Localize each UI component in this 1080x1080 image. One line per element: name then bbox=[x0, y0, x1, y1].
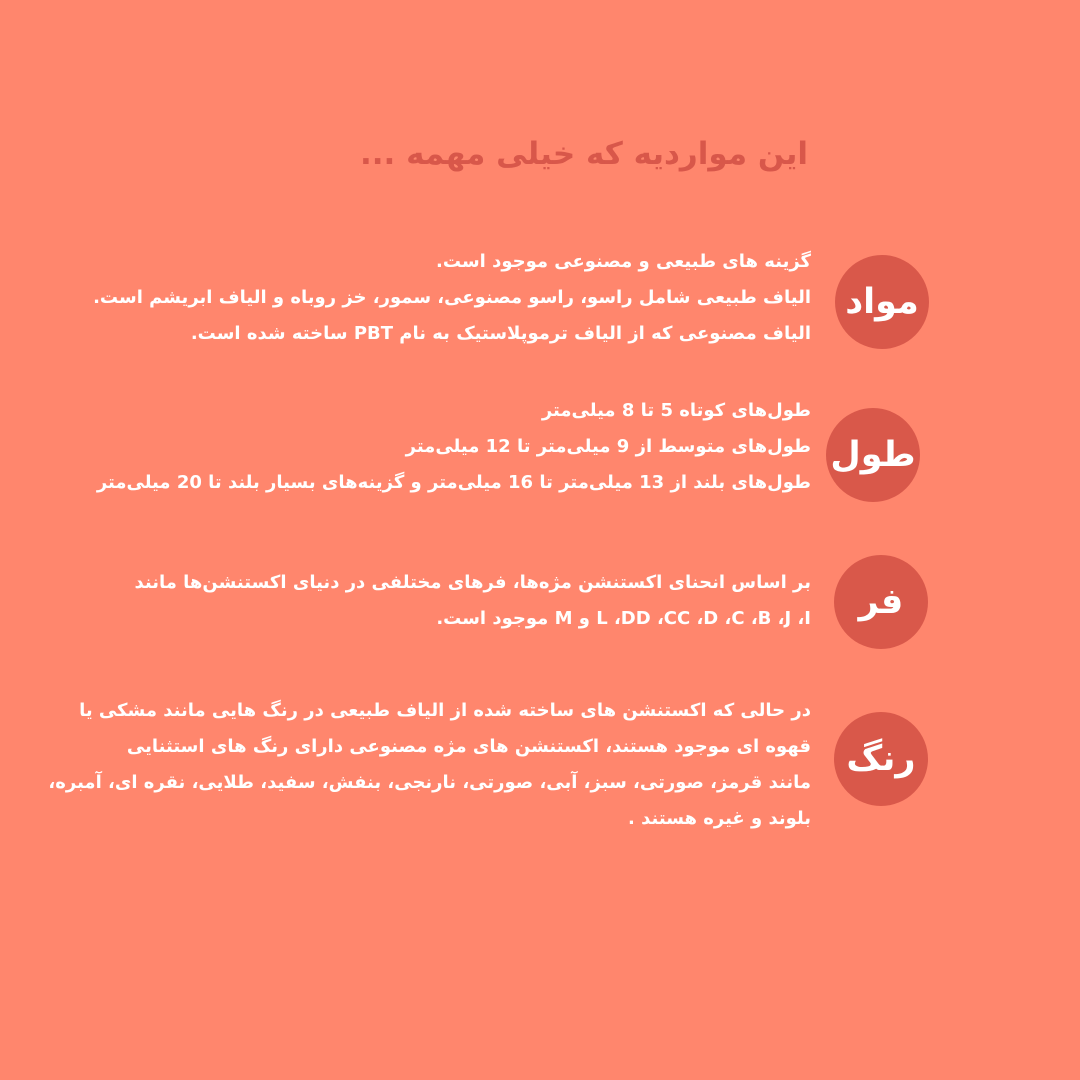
curl-line-2: L ،DD ،CC ،D ،C ،B ،J ،I و M موجود است. bbox=[436, 608, 811, 629]
color-line-2: قهوه ای موجود هستند، اکستنشن های مژه مصنوعی دارای رنگ های استثنایی bbox=[126, 736, 811, 757]
length-line-3: طول‌های بلند از 13 میلی‌متر تا 16 میلی‌متر و گزینه‌های بسیار بلند تا 20 میلی‌متر bbox=[96, 472, 811, 493]
color-line-1: در حالی که اکستنشن های ساخته شده از الیاف طبیعی در رنگ هایی مانند مشکی یا bbox=[79, 700, 811, 721]
length-line-2: طول‌های متوسط از 9 میلی‌متر تا 12 میلی‌متر bbox=[405, 436, 811, 457]
color-line-3: مانند قرمز، صورتی، سبز، آبی، صورتی، نارنجی، بنفش، سفید، طلایی، نقره ای، آمبره، bbox=[48, 772, 811, 793]
materials-line-1: گزینه های طبیعی و مصنوعی موجود است. bbox=[436, 251, 811, 272]
section-text-color bbox=[48, 693, 811, 837]
section-text-curl bbox=[134, 565, 811, 637]
section-text-length bbox=[97, 393, 811, 501]
curl-line-1: بر اساس انحنای اکستنشن مژه‌ها، فرهای مختلفی در دنیای اکستنشن‌ها مانند bbox=[134, 572, 811, 593]
materials-line-3: الیاف مصنوعی که از الیاف ترموپلاستیک به نام PBT ساخته شده است. bbox=[190, 323, 811, 344]
section-badge-curl: فر bbox=[834, 555, 928, 649]
materials-line-2: الیاف طبیعی شامل راسو، راسو مصنوعی، سمور، خز روباه و الیاف ابریشم است. bbox=[93, 287, 811, 308]
page-title: این مواردیه که خیلی مهمه ... bbox=[360, 136, 808, 172]
section-text-materials bbox=[93, 244, 811, 352]
length-line-1: طول‌های کوتاه 5 تا 8 میلی‌متر bbox=[541, 400, 811, 421]
section-badge-length: طول bbox=[826, 408, 920, 502]
section-badge-materials: مواد bbox=[835, 255, 929, 349]
section-badge-color: رنگ bbox=[834, 712, 928, 806]
color-line-4: بلوند و غیره هستند . bbox=[628, 808, 811, 829]
